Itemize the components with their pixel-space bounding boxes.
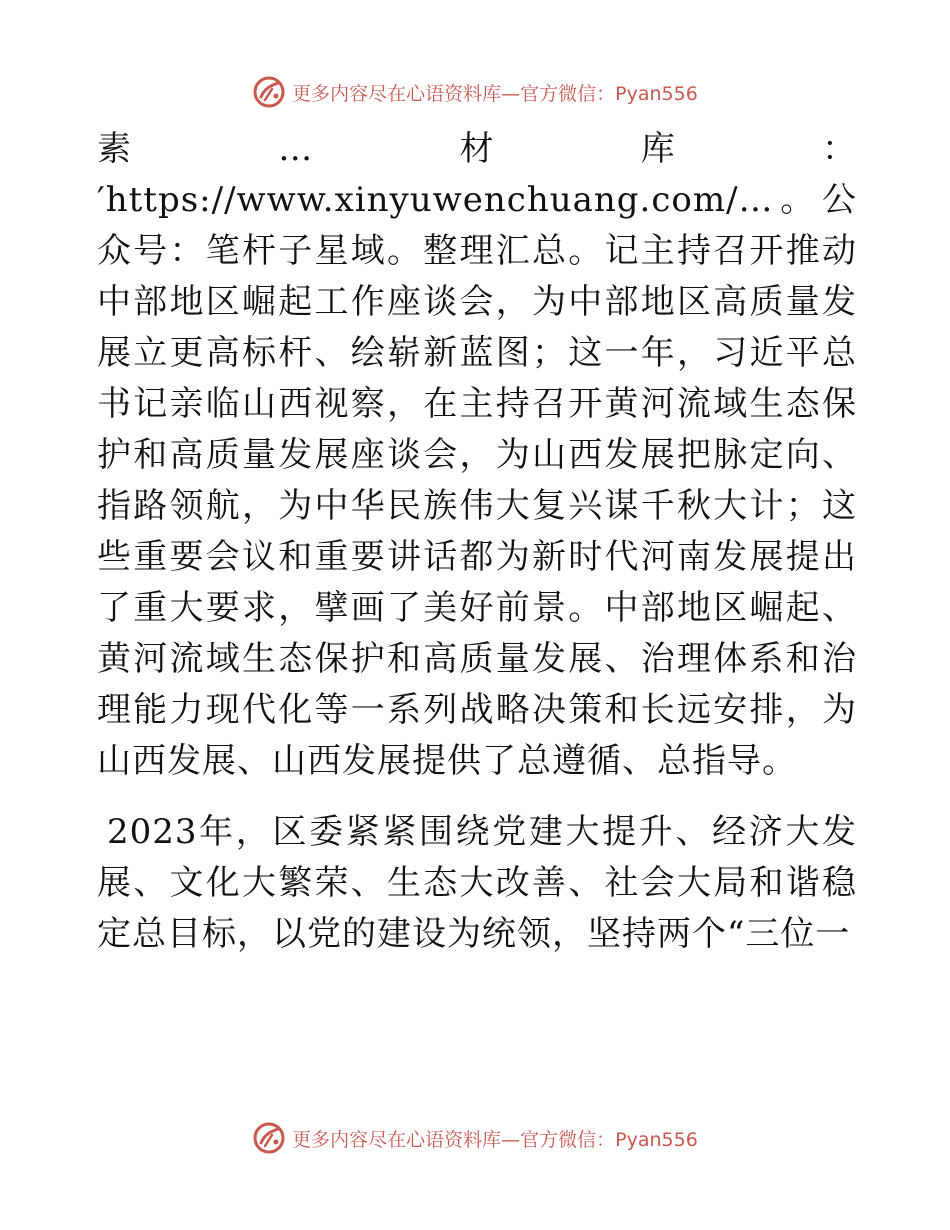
red-seal-logo-icon [252, 75, 286, 109]
body-paragraph-2 [97, 807, 857, 960]
header-watermark [0, 70, 950, 114]
document-body [97, 124, 857, 960]
header-watermark-text: 更多内容尽在心语资料库—官方微信：Pyan556 [292, 82, 698, 105]
red-seal-logo-icon [252, 1121, 286, 1155]
footer-watermark [0, 1116, 950, 1160]
body-paragraph-2-text: 2023年，区委紧紧围绕党建大提升、经济大发展、文化大繁荣、生态大改善、社会大局和谐稳定总目标，以党的建设为统领，坚持两个“三位一 [97, 812, 857, 954]
footer-watermark-text: 更多内容尽在心语资料库—官方微信：Pyan556 [292, 1128, 698, 1151]
body-paragraph-1: 素…材库：′https://www.xinyuwenchuang.com/…。公众号：笔杆子星域。整理汇总。记主持召开推动中部地区崛起工作座谈会，为中部地区高质量发展立更高标杆、绘崭新蓝图；这一年，习近平总书记亲临山西视察，在主持召开黄河流域生态保护和高质量发展座谈会，为山西发展把脉定向、指路领航，为中华民族伟大复兴谋千秋大计；这些重要会议和重要讲话都为新时代河南发展提出了重大要求，擘画了美好前景。中部地区崛起、黄河流域生态保护和高质量发展、治理体系和治理能力现代化等一系列战略决策和长远安排，为山西发展、山西发展提供了总遵循、总指导。 [97, 129, 857, 781]
